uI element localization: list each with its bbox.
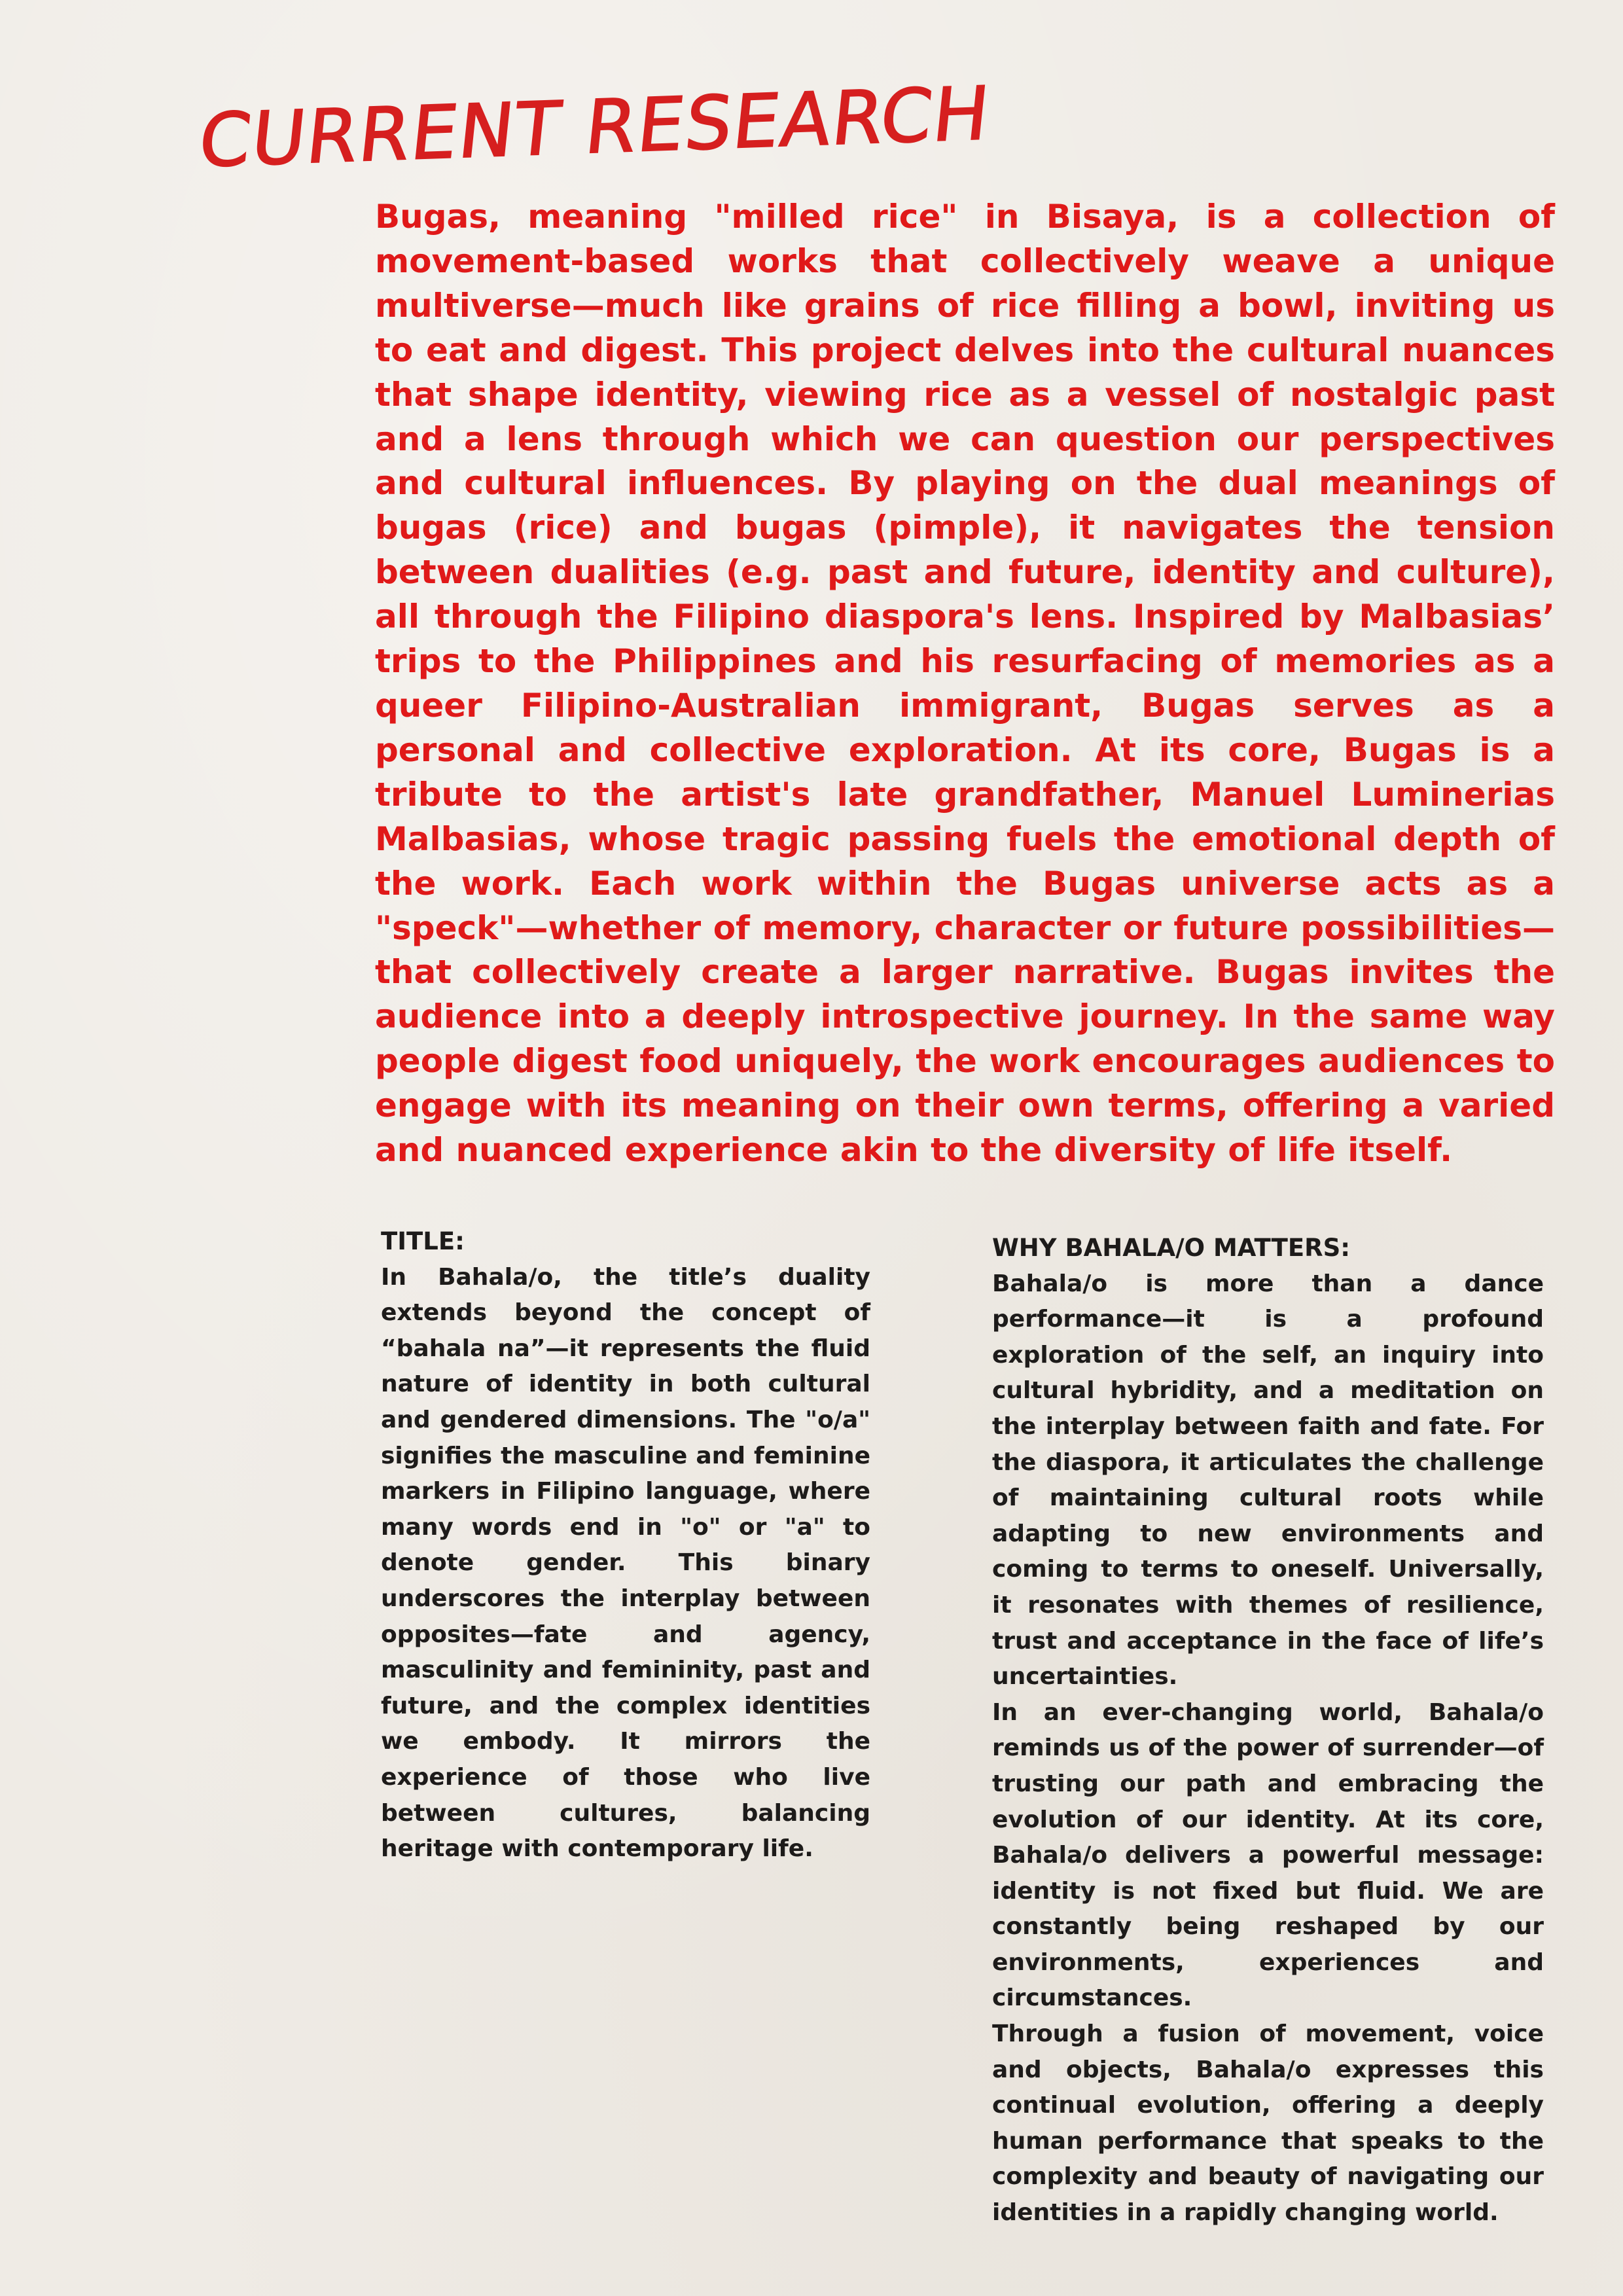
why-section-label: WHY BAHALA/O MATTERS: bbox=[992, 1234, 1351, 1262]
title-section bbox=[381, 1224, 870, 1867]
intro-paragraph: Bugas, meaning "milled rice" in Bisaya, is a collection of movement-based works that collectively weave a unique multiverse—much like grains of rice filling a bowl, inviting us to eat and digest. This project delves into the cultural nuances that shape identity, viewing rice as a vessel of nostalgic past and a lens through which we can question our perspectives and cultural influences. By playing on the dual meanings of bugas (rice) and bugas (pimple), it navigates the tension between dualities (e.g. past and future, identity and culture), all through the Filipino diaspora's lens. Inspired by Malbasias’ trips to the Philippines and his resurfacing of memories as a queer Filipino-Australian immigrant, Bugas serves as a personal and collective exploration. At its core, Bugas is a tribute to the artist's late grandfather, Manuel Luminerias Malbasias, whose tragic passing fuels the emotional depth of the work. Each work within the Bugas universe acts as a "speck"—whether of memory, character or future possibilities—that collectively create a larger narrative. Bugas invites the audience into a deeply introspective journey. In the same way people digest food uniquely, the work encourages audiences to engage with its meaning on their own terms, offering a varied and nuanced experience akin to the diversity of life itself. bbox=[375, 198, 1555, 1170]
title-section-label: TITLE: bbox=[381, 1227, 465, 1255]
why-section-paragraph: In an ever-changing world, Bahala/o reminds us of the power of surrender—of trusting our path and embracing the evolution of our identity. At its core, Bahala/o delivers a powerful message: identity is not fixed but fluid. We are constantly being reshaped by our environments, experiences and circumstances. bbox=[992, 1698, 1544, 2012]
why-section-paragraph: Bahala/o is more than a dance performance—it is a profound exploration of the self, an inquiry into cultural hybridity, and a meditation on the interplay between faith and fate. For the diaspora, it articulates the challenge of maintaining cultural roots while adapting to new environments and coming to terms to oneself. Universally, it resonates with themes of resilience, trust and acceptance in the face of life’s uncertainties. bbox=[992, 1270, 1544, 1691]
page-heading: CURRENT RESEARCH bbox=[195, 71, 995, 185]
title-section-body: In Bahala/o, the title’s duality extends beyond the concept of “bahala na”—it represents the fluid nature of identity in both cultural and gendered dimensions. The "o/a" signifies the masculine and feminine markers in Filipino language, where many words end in "o" or "a" to denote gender. This binary underscores the interplay between opposites—fate and agency, masculinity and femininity, past and future, and the complex identities we embody. It mirrors the experience of those who live between cultures, balancing heritage with contemporary life. bbox=[381, 1263, 870, 1863]
why-section-paragraph: Through a fusion of movement, voice and objects, Bahala/o expresses this continual evolution, offering a deeply human performance that speaks to the complexity and beauty of navigating our identities in a rapidly changing world. bbox=[992, 2020, 1544, 2227]
why-section bbox=[992, 1230, 1544, 2231]
